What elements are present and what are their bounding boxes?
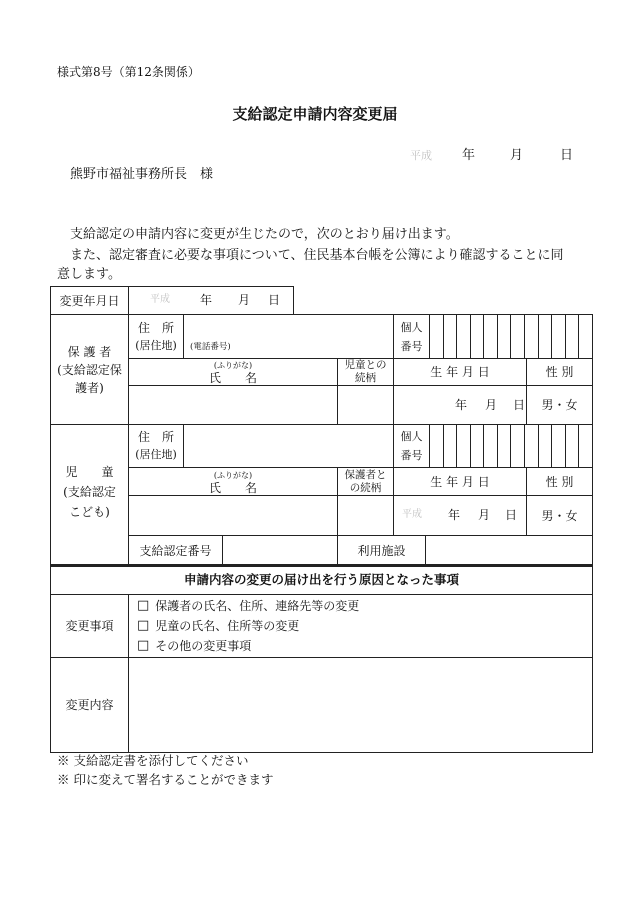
individual-number-digit-box [551,315,565,358]
child-section-label: 児 童 [65,465,114,479]
child-relationship-value-cell [337,495,394,536]
guardian-individual-number-label-cell [393,314,430,359]
guardian-relationship-label-cell [337,358,394,386]
change-item-label: その他の変更事項 [155,639,252,653]
individual-number-digit-box [565,315,579,358]
child-sex-options: 男・女 [541,508,578,523]
individual-number-digit-box [430,425,443,467]
change-content-value-cell [128,657,593,753]
individual-number-digit-box [483,315,497,358]
change-date-era: 平成 [150,294,170,305]
certificate-number-value-cell [222,535,338,566]
individual-number-digit-box [443,315,457,358]
child-address-value-cell [183,424,394,468]
change-items-label-cell [50,594,129,658]
child-birth-era: 平成 [402,509,422,520]
checkbox[interactable]: □ [137,598,150,613]
intro-line-1: 支給認定の申請内容に変更が生じたので，次のとおり届け出ます。 [70,227,459,242]
certificate-number-label: 支給認定番号 [139,543,212,558]
child-individual-number-boxes [429,424,593,468]
facility-value-cell [425,535,593,566]
child-number-label: 番号 [400,449,423,462]
form-number: 様式第8号（第12条関係） [57,65,200,79]
submission-date-year-label: 年 [462,148,476,163]
individual-number-digit-box [538,315,552,358]
child-birth-month-label: 月 [478,508,491,522]
individual-number-digit-box [443,425,457,467]
change-item-child [137,616,299,636]
individual-number-digit-box [538,425,552,467]
certificate-number-label-cell [128,535,223,566]
submission-date-month-label: 月 [510,148,524,163]
reason-section-header: 申請内容の変更の届け出を行う原因となった事項 [183,572,459,588]
guardian-address-label: 住 所 [137,320,174,335]
guardian-individual-label: 個人 [400,320,423,334]
individual-number-digit-box [497,425,511,467]
change-date-day-label: 日 [268,293,281,307]
child-sex-label-cell [526,467,593,496]
guardian-birthdate-label-cell [393,358,527,386]
guardian-relationship-label-1: 児童との [344,359,387,371]
guardian-name-label: 氏 名 [208,371,257,385]
child-birthdate-label: 生 年 月 日 [430,474,490,489]
guardian-section-sublabel-1: (支給認定保 [57,362,122,377]
change-items-label: 変更事項 [65,619,114,633]
guardian-address-label-cell [128,314,184,359]
child-name-value-cell [128,495,338,536]
individual-number-digit-box [430,315,443,358]
child-section-label-cell [50,424,129,566]
change-item-label: 保護者の氏名、住所、連絡先等の変更 [155,599,360,613]
facility-label-cell [337,535,426,566]
guardian-relationship-label-2: 続柄 [355,372,376,384]
individual-number-digit-box [483,425,497,467]
guardian-name-label-cell [128,358,338,386]
change-date-label-cell [50,286,129,315]
guardian-section-label: 保 護 者 [67,344,112,359]
facility-label: 利用施設 [357,543,406,558]
child-residence-label: (居住地) [135,448,177,461]
child-sex-value-cell [526,495,593,536]
guardian-phone-label: (電話番号) [190,342,231,352]
individual-number-digit-box [510,425,524,467]
change-item-guardian [137,596,359,616]
change-date-value-cell [128,286,294,315]
child-birth-year-label: 年 [448,508,461,522]
checkbox[interactable]: □ [137,638,150,653]
guardian-birth-day-label: 日 [513,398,526,412]
child-relationship-label-1: 保護者と [344,468,387,481]
guardian-birth-year-label: 年 [455,398,468,412]
child-furigana-label: (ふりがな) [213,470,253,480]
individual-number-digit-box [524,425,538,467]
guardian-relationship-value-cell [337,385,394,425]
individual-number-digit-box [456,425,470,467]
child-section-sublabel-2: こども) [69,505,110,519]
guardian-section-label-cell [50,314,129,425]
change-item-label: 児童の氏名、住所等の変更 [155,619,300,633]
checkbox[interactable]: □ [137,618,150,633]
guardian-address-value-cell [183,314,394,359]
individual-number-digit-box [565,425,579,467]
guardian-sex-options: 男・女 [541,398,578,412]
guardian-number-label: 番号 [400,339,423,353]
note-attach-certificate: ※ 支給認定書を添付してください [57,753,249,768]
individual-number-digit-box [510,315,524,358]
change-content-label: 変更内容 [65,698,114,712]
guardian-sex-value-cell [526,385,593,425]
individual-number-digit-box [524,315,538,358]
intro-line-2: また、認定審査に必要な事項について、住民基本台帳を公簿により確認することに同 [70,248,564,263]
individual-number-digit-box [497,315,511,358]
guardian-furigana-label: (ふりがな) [213,361,253,370]
guardian-name-value-cell [128,385,338,425]
individual-number-digit-box [456,315,470,358]
change-date-year-label: 年 [200,293,213,307]
child-name-label-cell [128,467,338,496]
guardian-residence-label: (居住地) [135,338,177,352]
guardian-section-sublabel-2: 護者) [75,380,104,395]
child-sex-label: 性 別 [545,474,574,489]
child-relationship-label-cell [337,467,394,496]
individual-number-digit-box [470,315,484,358]
change-date-month-label: 月 [238,293,251,307]
intro-line-3: 意します。 [57,267,121,282]
addressee: 熊野市福祉事務所長 様 [70,167,214,182]
guardian-birth-month-label: 月 [485,398,498,412]
guardian-birthdate-value-cell [393,385,527,425]
child-birthdate-value-cell [393,495,527,536]
note-signature: ※ 印に変えて署名することができます [57,772,274,787]
individual-number-digit-box [578,425,592,467]
child-section-sublabel-1: (支給認定 [63,485,116,499]
individual-number-digit-box [470,425,484,467]
child-address-label-cell [128,424,184,468]
child-birthdate-label-cell [393,467,527,496]
change-item-other [137,636,251,656]
child-address-label: 住 所 [137,430,174,444]
form-title: 支給認定申請内容変更届 [232,105,398,123]
guardian-sex-label: 性 別 [545,365,574,379]
reason-section-header-cell [50,564,593,595]
guardian-individual-number-boxes [429,314,593,359]
child-individual-number-label-cell [393,424,430,468]
submission-date-era: 平成 [410,149,432,162]
guardian-birthdate-label: 生 年 月 日 [430,365,490,379]
child-individual-label: 個人 [400,430,423,443]
child-name-label: 氏 名 [208,480,257,495]
child-relationship-label-2: の続柄 [349,481,382,494]
guardian-sex-label-cell [526,358,593,386]
individual-number-digit-box [578,315,592,358]
change-date-label: 変更年月日 [59,293,120,308]
submission-date-day-label: 日 [560,148,574,163]
child-birth-day-label: 日 [505,508,518,522]
individual-number-digit-box [551,425,565,467]
change-content-label-cell [50,657,129,753]
change-items-cell [128,594,593,658]
